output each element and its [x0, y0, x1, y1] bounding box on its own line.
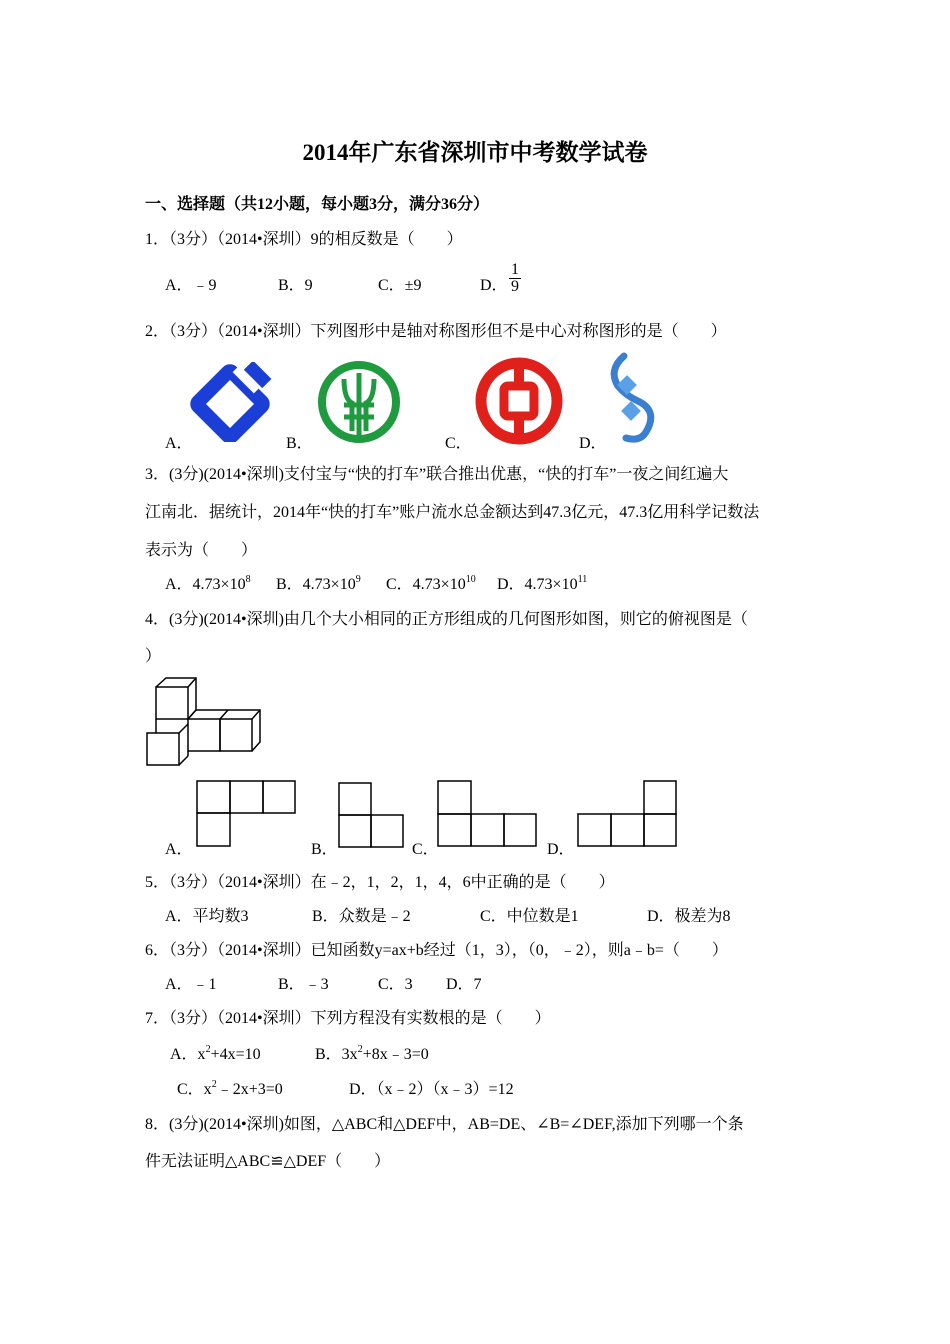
- q1-option-c: C．±9: [378, 277, 422, 294]
- q7-option-a-pre: A．x: [170, 1046, 206, 1063]
- fraction-numerator: 1: [511, 261, 519, 278]
- q3-option-d: [497, 571, 587, 594]
- fraction-denominator: 9: [511, 278, 519, 295]
- q7-option-c: [177, 1076, 283, 1099]
- q1-option-d-fraction: [509, 262, 521, 295]
- q4-line-1: 4．(3分)(2014•深圳)由几个大小相同的正方形组成的几何图形如图，则它的俯视图是（: [145, 611, 748, 628]
- q1-option-a: A．﹣9: [165, 277, 217, 294]
- q4-option-a-figure: [196, 780, 298, 848]
- q3-option-c-text: C．4.73×10: [386, 576, 466, 593]
- q3-option-b-text: B．4.73×10: [276, 576, 356, 593]
- q3-option-c-exponent: 10: [465, 574, 476, 585]
- q8-line-2: 件无法证明△ABC≌△DEF（ ）: [145, 1153, 391, 1170]
- q1-option-b: B．9: [278, 277, 313, 294]
- q1-option-d: D．: [480, 277, 508, 294]
- q3-option-a: [165, 571, 251, 594]
- q4-option-b: B．: [311, 841, 338, 858]
- q2-option-a: A．: [165, 435, 193, 452]
- q2-option-d: D．: [579, 435, 607, 452]
- q4-option-c-figure: [437, 780, 539, 848]
- q4-option-d-figure: [577, 780, 679, 848]
- q1-stem: 1．（3分）（2014•深圳）9的相反数是（ ）: [145, 231, 463, 248]
- q6-option-b: B．﹣3: [278, 976, 329, 993]
- q5-option-b: B．众数是﹣2: [312, 908, 411, 925]
- q2-logo-a: [190, 362, 272, 442]
- q6-stem: 6．（3分）（2014•深圳）已知函数y=ax+b经过（1，3），（0，﹣2），则a﹣b=（ ）: [145, 942, 728, 959]
- q2-logo-c: [474, 356, 564, 446]
- q7-option-c-pre: C．x: [177, 1081, 212, 1098]
- q3-option-c: [386, 571, 476, 594]
- q8-line-1: 8．(3分)(2014•深圳)如图，△ABC和△DEF中，AB=DE、∠B=∠DEF,添加下列哪一个条: [145, 1116, 744, 1133]
- q4-option-b-figure: [338, 782, 406, 848]
- q3-line-2: 江南北．据统计，2014年“快的打车”账户流水总金额达到47.3亿元，47.3亿用科学记数法: [145, 504, 760, 521]
- q7-stem: 7．（3分）（2014•深圳）下列方程没有实数根的是（ ）: [145, 1010, 551, 1027]
- q7-option-c-post: ﹣2x+3=0: [216, 1081, 283, 1098]
- q4-option-c: C．: [412, 841, 439, 858]
- q3-option-d-text: D．4.73×10: [497, 576, 578, 593]
- q6-option-d: D．7: [446, 976, 482, 993]
- page-title: 2014年广东省深圳市中考数学试卷: [302, 140, 648, 165]
- q4-line-2: ）: [145, 648, 162, 665]
- q7-option-a-exponent: 2: [205, 1044, 211, 1055]
- q7-option-b-exponent: 2: [357, 1044, 363, 1055]
- q3-line-3: 表示为（ ）: [145, 542, 258, 559]
- q7-option-d: D．（x﹣2）（x﹣3）=12: [349, 1081, 514, 1098]
- q4-cube-figure: [144, 677, 264, 769]
- q2-option-b: B．: [286, 435, 313, 452]
- q2-logo-d: [604, 352, 662, 444]
- q2-option-c: C．: [445, 435, 472, 452]
- q5-option-c: C．中位数是1: [480, 908, 579, 925]
- q2-logo-b: [316, 359, 402, 445]
- q5-stem: 5．（3分）（2014•深圳）在﹣2，1，2，1，4，6中正确的是（ ）: [145, 874, 615, 891]
- q2-stem: 2．（3分）（2014•深圳）下列图形中是轴对称图形但不是中心对称图形的是（ ）: [145, 323, 727, 340]
- q4-option-a: A．: [165, 841, 193, 858]
- q5-option-d: D．极差为8: [647, 908, 731, 925]
- q3-option-b: [276, 571, 361, 594]
- q7-option-b-pre: B．3x: [315, 1046, 358, 1063]
- q7-option-b: [315, 1041, 429, 1064]
- q3-option-d-exponent: 11: [577, 574, 588, 585]
- q4-option-d: D．: [547, 841, 575, 858]
- q6-option-a: A．﹣1: [165, 976, 217, 993]
- q7-option-b-post: +8x﹣3=0: [362, 1046, 429, 1063]
- q6-option-c: C．3: [378, 976, 413, 993]
- q7-option-c-exponent: 2: [211, 1079, 217, 1090]
- q3-option-b-exponent: 9: [355, 574, 361, 585]
- q7-option-a-post: +4x=10: [210, 1046, 261, 1063]
- q5-option-a: A．平均数3: [165, 908, 249, 925]
- q3-option-a-exponent: 8: [245, 574, 251, 585]
- q7-option-a: [170, 1041, 261, 1064]
- q3-option-a-text: A．4.73×10: [165, 576, 246, 593]
- q3-line-1: 3．(3分)(2014•深圳)支付宝与“快的打车”联合推出优惠，“快的打车”一夜之间红遍大: [145, 466, 729, 483]
- section-heading: 一、选择题（共12小题，每小题3分，满分36分）: [145, 196, 490, 213]
